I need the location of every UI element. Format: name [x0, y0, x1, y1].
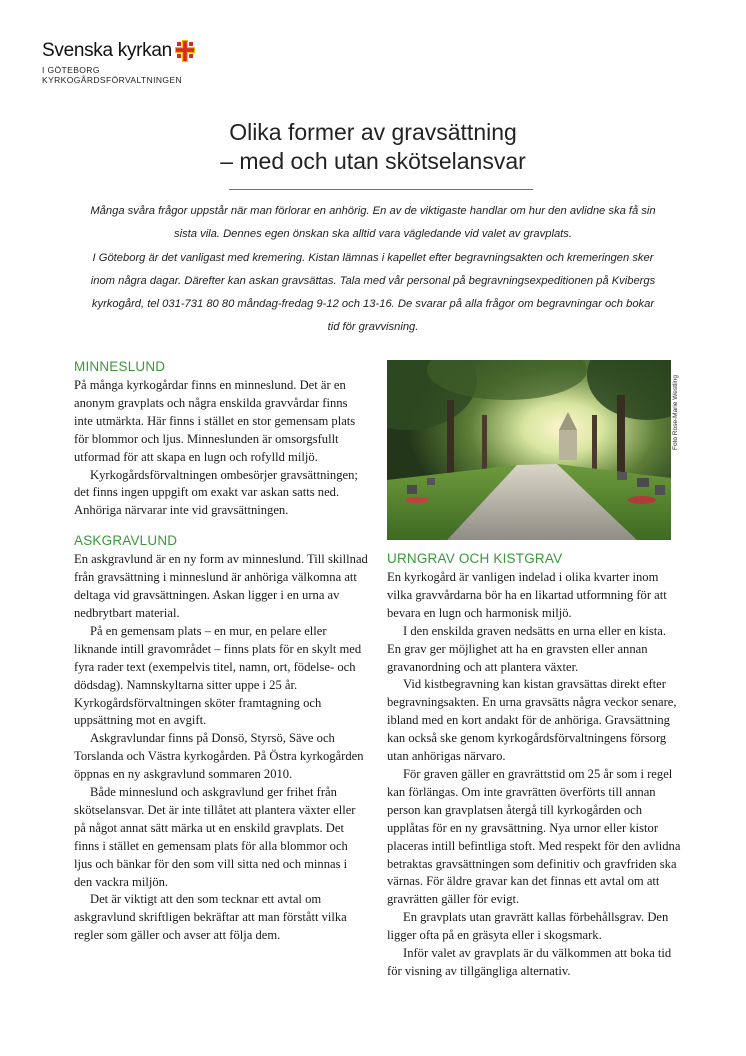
askgravlund-paragraph-1: En askgravlund är en ny form av minneslund. Till skillnad från gravsättning i minneslund är anhöriga välkomna att deltaga vid gravsättningen. Askan ligger i en urna av nedbrytbart material.	[74, 552, 368, 620]
title-line-2: – med och utan skötselansvar	[220, 148, 526, 174]
urngrav-paragraph-6: Inför valet av gravplats är du välkommen att boka tid för visning av tillgängliga alternativ.	[387, 946, 672, 978]
logo	[42, 40, 195, 85]
intro-text	[86, 200, 660, 340]
urngrav-paragraph-3: Vid kistbegravning kan kistan gravsättas direkt efter begravningsakten. En urna gravsätts några veckor senare, ibland med en kort andakt för de anhöriga. Gravsättning kan också ske genom kyrkogårdsförvaltningens försorg utan anhörigas närvaro.	[387, 677, 677, 764]
logo-name	[42, 40, 195, 62]
logo-wordmark: Svenska kyrkan	[42, 40, 172, 61]
page-title	[0, 118, 746, 176]
askgravlund-paragraph-2: På en gemensam plats – en mur, en pelare eller liknande intill gravområdet – finns plats för en skylt med fyra rader text (exempelvis titel, namn, ort, födelse- och dödsdag). Namnskyltarna sitter uppe i 25 år. Kyrkogårdsförvaltningen sköter framtagning och uppsättning mot en avgift.	[74, 623, 362, 728]
askgravlund-paragraph-5: Det är viktigt att den som tecknar ett avtal om askgravlund skriftligen bekräftar att man förstått vilka regler som gäller och avser att följa dem.	[74, 892, 347, 943]
heading-askgravlund: ASKGRAVLUND	[74, 533, 178, 549]
urngrav-paragraph-5: En gravplats utan gravrätt kallas förbehållsgrav. Den ligger ofta på en gräsyta eller i skogsmark.	[387, 910, 669, 943]
urngrav-paragraph-1: En kyrkogård är vanligen indelad i olika kvarter inom vilka gravvårdarna bör ha en likartad utformning för att bevara en lugn och harmonisk miljö.	[387, 570, 667, 620]
intro-paragraph-1: Många svåra frågor uppstår när man förlorar en anhörig. En av de viktigaste handlar om hur den avlidne ska få sin sista vila. Dennes egen önskan ska alltid vara vägledande vid valet av gravplats.	[90, 205, 656, 241]
photo-credit: Foto Rose-Marie Westling	[672, 374, 679, 450]
heading-urngrav-kistgrav: URNGRAV OCH KISTGRAV	[387, 551, 563, 566]
title-divider	[229, 189, 533, 190]
minneslund-paragraph-1: På många kyrkogårdar finns en minneslund. Det är en anonym gravplats och några enskilda gravvårdar finns inte utmärkta. Här finns i stället en stor gemensam plats för blommor och ljus. Minneslunden är omsorgsfullt utformad för att skapa en lugn och rofylld miljö.	[74, 378, 356, 464]
urngrav-paragraph-4: För graven gäller en gravrättstid om 25 år som i regel kan förlängas. Om inte gravrätten överförts till annan person kan gravplatsen återgå till kyrkogården och upplåtas för en ny gravsättning. Nya urnor eller kistor placeras intill befintliga stoft. Med respekt för den avlidna betraktas gravsättningen som definitiv och gravfriden ska värnas. För äldre gravar kan det finnas ett avtal om att gravrätten gäller för evigt.	[387, 766, 681, 907]
cemetery-photo	[387, 360, 671, 540]
askgravlund-paragraph-4: Både minneslund och askgravlund ger frihet från skötselansvar. Det är inte tillåtet att plantera växter eller på något annat sätt märka ut en enskild gravplats. Det finns i stället en gemensam plats för alla blommor och ljus och bänkar för den som vill sitta ned och minnas i den vackra miljön.	[74, 785, 356, 889]
title-line-1: Olika former av gravsättning	[229, 119, 517, 145]
askgravlund-paragraph-3: Askgravlundar finns på Donsö, Styrsö, Säve och Torslanda och Västra kyrkogården. På Östra kyrkogården öppnas en ny askgravlund sommaren 2010.	[74, 731, 364, 782]
logo-subtitle-1: I GÖTEBORG	[42, 65, 100, 75]
right-column	[387, 548, 681, 981]
urngrav-paragraph-2: I den enskilda graven nedsätts en urna eller en kista. En grav ger möjlighet att ha en gravsten eller annan gravanordning och att plantera växter.	[387, 623, 666, 674]
heading-minneslund: MINNESLUND	[74, 359, 166, 374]
logo-subtitle-2: KYRKOGÅRDSFÖRVALTNINGEN	[42, 75, 183, 85]
cemetery-path-photo-icon	[387, 360, 671, 540]
cross-logo-icon	[175, 40, 195, 62]
intro-paragraph-2: I Göteborg är det vanligast med kremering. Kistan lämnas i kapellet efter begravningsakten och kremeringen sker inom några dagar. Därefter kan askan gravsättas. Tala med vår personal på begravningsexpeditionen på Kvibergs kyrkogård, tel 031-731 80 80 måndag-fredag 9-12 och 13-16. De svarar på alla frågor om begravningar och bokar tid för gravvisning.	[90, 251, 656, 334]
minneslund-paragraph-2: Kyrkogårdsförvaltningen ombesörjer gravsättningen; det finns ingen uppgift om exakt var askan satts ned. Anhöriga närvarar inte vid gravsättningen.	[74, 467, 358, 518]
left-column	[74, 356, 368, 945]
